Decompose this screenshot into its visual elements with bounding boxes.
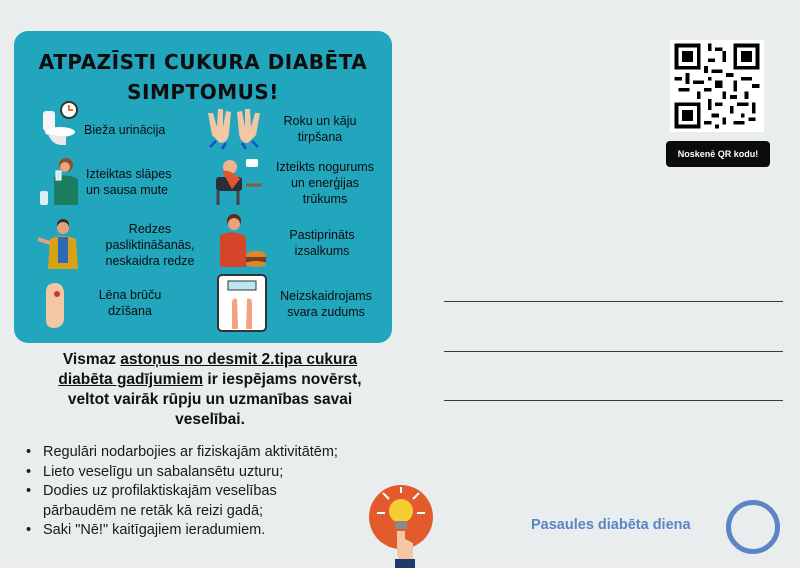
prevention-message: Vismaz astoņus no desmit 2.tipa cukura diabēta gadījumiem ir iespējams novērst, veltot vairāk rūpju un uzmanības savai veselībai.: [58, 351, 362, 428]
card-title-line-2: SIMPTOMUS!: [127, 80, 279, 104]
message-underlined-2: diabēta gadījumiem: [58, 371, 204, 388]
drinking-person-icon: [38, 155, 84, 205]
hungry-person-icon: [214, 213, 268, 269]
address-line-2: [444, 351, 783, 352]
card-title: [14, 47, 392, 107]
symptom-vision: Redzes pasliktināšanās, neskaidra redze: [105, 222, 195, 268]
blue-circle-icon: [726, 500, 780, 554]
qr-code-icon[interactable]: [670, 40, 764, 132]
tingling-hands-icon: [206, 105, 262, 151]
list-item: • Regulāri nodarbojies ar fiziskajām aktivitātēm;: [18, 443, 418, 463]
list-item: • Dodies uz profilaktiskajām veselības pārbaudēm ne retāk kā reizi gadā;: [18, 482, 418, 521]
symptoms-card: [14, 31, 392, 343]
symptom-hunger: Pastiprināts izsalkums: [289, 228, 355, 258]
list-item: • Lieto veselīgu un sabalansētu uzturu;: [18, 463, 418, 483]
symptom-thirst: Izteiktas slāpes un sausa mute: [86, 167, 172, 197]
scale-feet-icon: [216, 273, 268, 333]
tips-list: [18, 443, 418, 541]
message-underlined-1: astoņus no desmit 2.tipa cukura: [120, 351, 358, 368]
scan-qr-button[interactable]: Noskenē QR kodu!: [666, 141, 770, 167]
symptom-weight-loss: Neizskaidrojams svara zudums: [280, 289, 372, 319]
wounded-foot-icon: [40, 278, 70, 330]
brand-name: Pasaules diabēta diena: [531, 517, 691, 533]
blurred-vision-person-icon: [36, 217, 86, 269]
symptom-fatigue: Izteikts nogurums un enerģijas trūkums: [276, 160, 374, 206]
address-line-1: [444, 301, 783, 302]
lightbulb-hand-icon: [367, 483, 437, 568]
address-line-3: [444, 400, 783, 401]
tired-person-icon: [206, 155, 262, 207]
toilet-clock-icon: [40, 101, 80, 147]
symptom-wound-healing: Lēna brūču dzīšana: [98, 288, 162, 318]
symptom-tingling: Roku un kāju tirpšana: [283, 114, 357, 144]
card-title-line-1: ATPAZĪSTI CUKURA DIABĒTA: [38, 50, 368, 74]
symptom-frequent-urination: Bieža urinācija: [84, 123, 166, 137]
list-item: • Saki "Nē!" kaitīgajiem ieradumiem.: [18, 521, 418, 541]
